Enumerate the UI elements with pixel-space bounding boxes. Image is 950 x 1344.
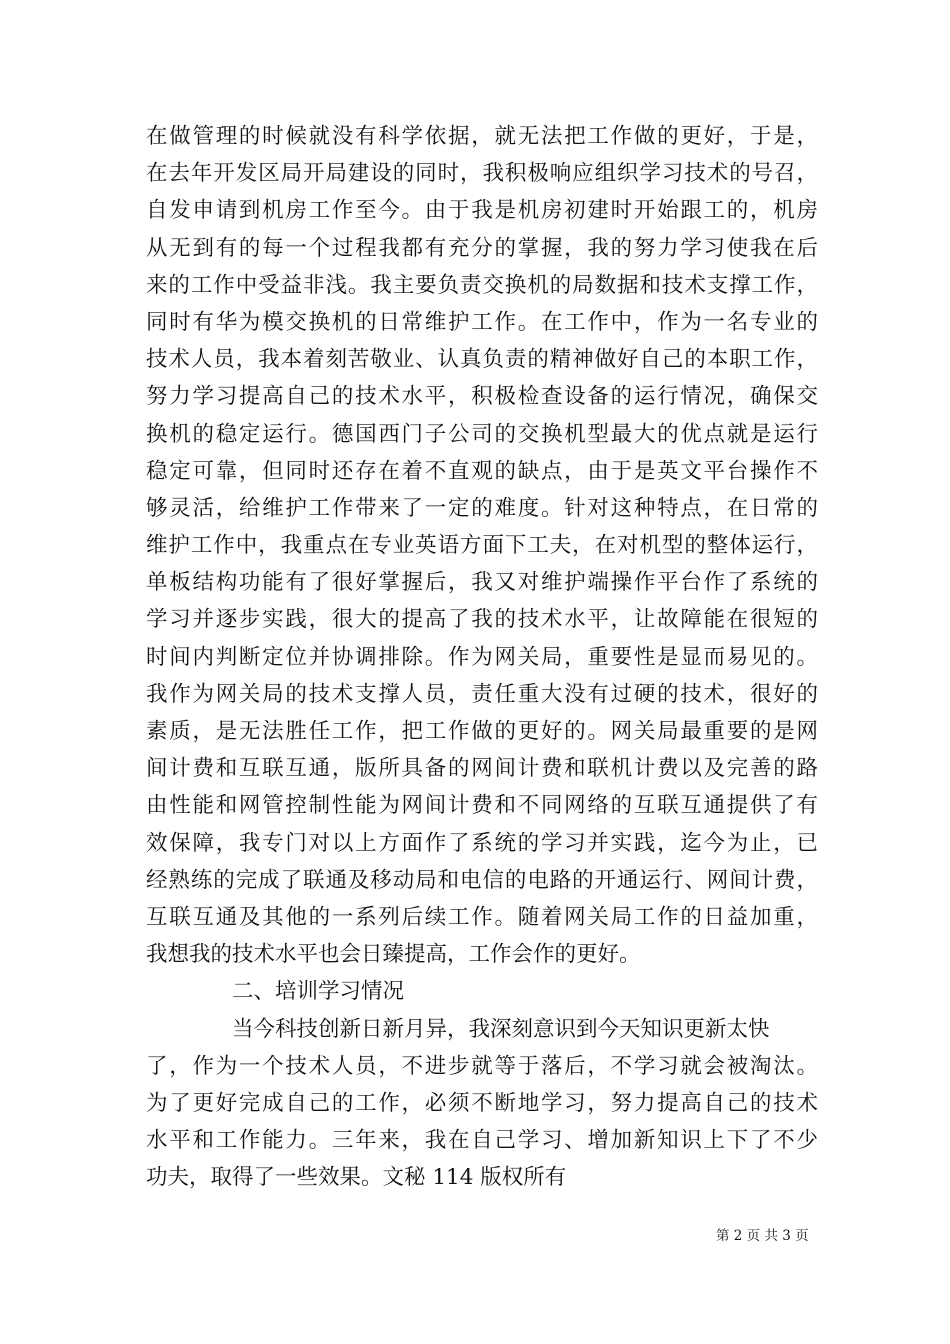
- body-text: [146, 118, 818, 1196]
- body-line: 技术人员，我本着刻苦敬业、认真负责的精神做好自己的本职工作，: [146, 347, 818, 373]
- body-line: 我作为网关局的技术支撑人员，责任重大没有过硬的技术，很好的: [146, 681, 818, 707]
- body-line: 互联互通及其他的一系列后续工作。随着网关局工作的日益加重，: [146, 904, 818, 930]
- body-line: 从无到有的每一个过程我都有充分的掌握，我的努力学习使我在后: [146, 235, 818, 261]
- body-line: 努力学习提高自己的技术水平，积极检查设备的运行情况，确保交: [146, 384, 818, 410]
- body-line: 经熟练的完成了联通及移动局和电信的电路的开通运行、网间计费，: [146, 867, 818, 893]
- body-line: 维护工作中，我重点在专业英语方面下工夫，在对机型的整体运行，: [146, 533, 818, 559]
- body-line: 时间内判断定位并协调排除。作为网关局，重要性是显而易见的。: [146, 644, 818, 670]
- section-line: 水平和工作能力。三年来，我在自己学习、增加新知识上下了不少: [146, 1128, 818, 1154]
- body-line: 效保障，我专门对以上方面作了系统的学习并实践，迄今为止，已: [146, 830, 818, 856]
- body-line: 素质，是无法胜任工作，把工作做的更好的。网关局最重要的是网: [146, 719, 818, 744]
- body-line: 够灵活，给维护工作带来了一定的难度。针对这种特点，在日常的: [146, 495, 818, 521]
- body-line: 在做管理的时候就没有科学依据，就无法把工作做的更好，于是，: [146, 124, 818, 149]
- body-line: 稳定可靠，但同时还存在着不直观的缺点，由于是英文平台操作不: [146, 458, 818, 484]
- section-line: 了，作为一个技术人员，不进步就等于落后，不学习就会被淘汰。: [146, 1053, 818, 1079]
- section-line-last: 功夫，取得了一些效果。文秘 114 版权所有: [146, 1165, 567, 1191]
- page-number-footer: 第 2 页 共 3 页: [716, 1228, 809, 1244]
- section-line: 为了更好完成自己的工作，必须不断地学习，努力提高自己的技术: [146, 1090, 818, 1116]
- section-line-first: 当今科技创新日新月异，我深刻意识到今天知识更新太快: [232, 1016, 770, 1042]
- body-line: 同时有华为模交换机的日常维护工作。在工作中，作为一名专业的: [146, 309, 818, 335]
- body-line: 单板结构功能有了很好掌握后，我又对维护端操作平台作了系统的: [146, 570, 818, 596]
- body-line: 学习并逐步实践，很大的提高了我的技术水平，让故障能在很短的: [146, 607, 818, 633]
- body-line: 来的工作中受益非浅。我主要负责交换机的局数据和技术支撑工作，: [146, 272, 818, 298]
- body-line: 自发申请到机房工作至今。由于我是机房初建时开始跟工的，机房: [146, 198, 818, 224]
- body-line: 由性能和网管控制性能为网间计费和不同网络的互联互通提供了有: [146, 793, 818, 819]
- body-line-last: 我想我的技术水平也会日臻提高，工作会作的更好。: [146, 942, 641, 968]
- section-heading: 二、培训学习情况: [232, 979, 405, 1005]
- body-line: 间计费和互联互通，版所具备的网间计费和联机计费以及完善的路: [146, 756, 818, 782]
- body-line: 换机的稳定运行。德国西门子公司的交换机型最大的优点就是运行: [146, 421, 818, 447]
- body-line: 在去年开发区局开局建设的同时，我积极响应组织学习技术的号召，: [146, 161, 818, 187]
